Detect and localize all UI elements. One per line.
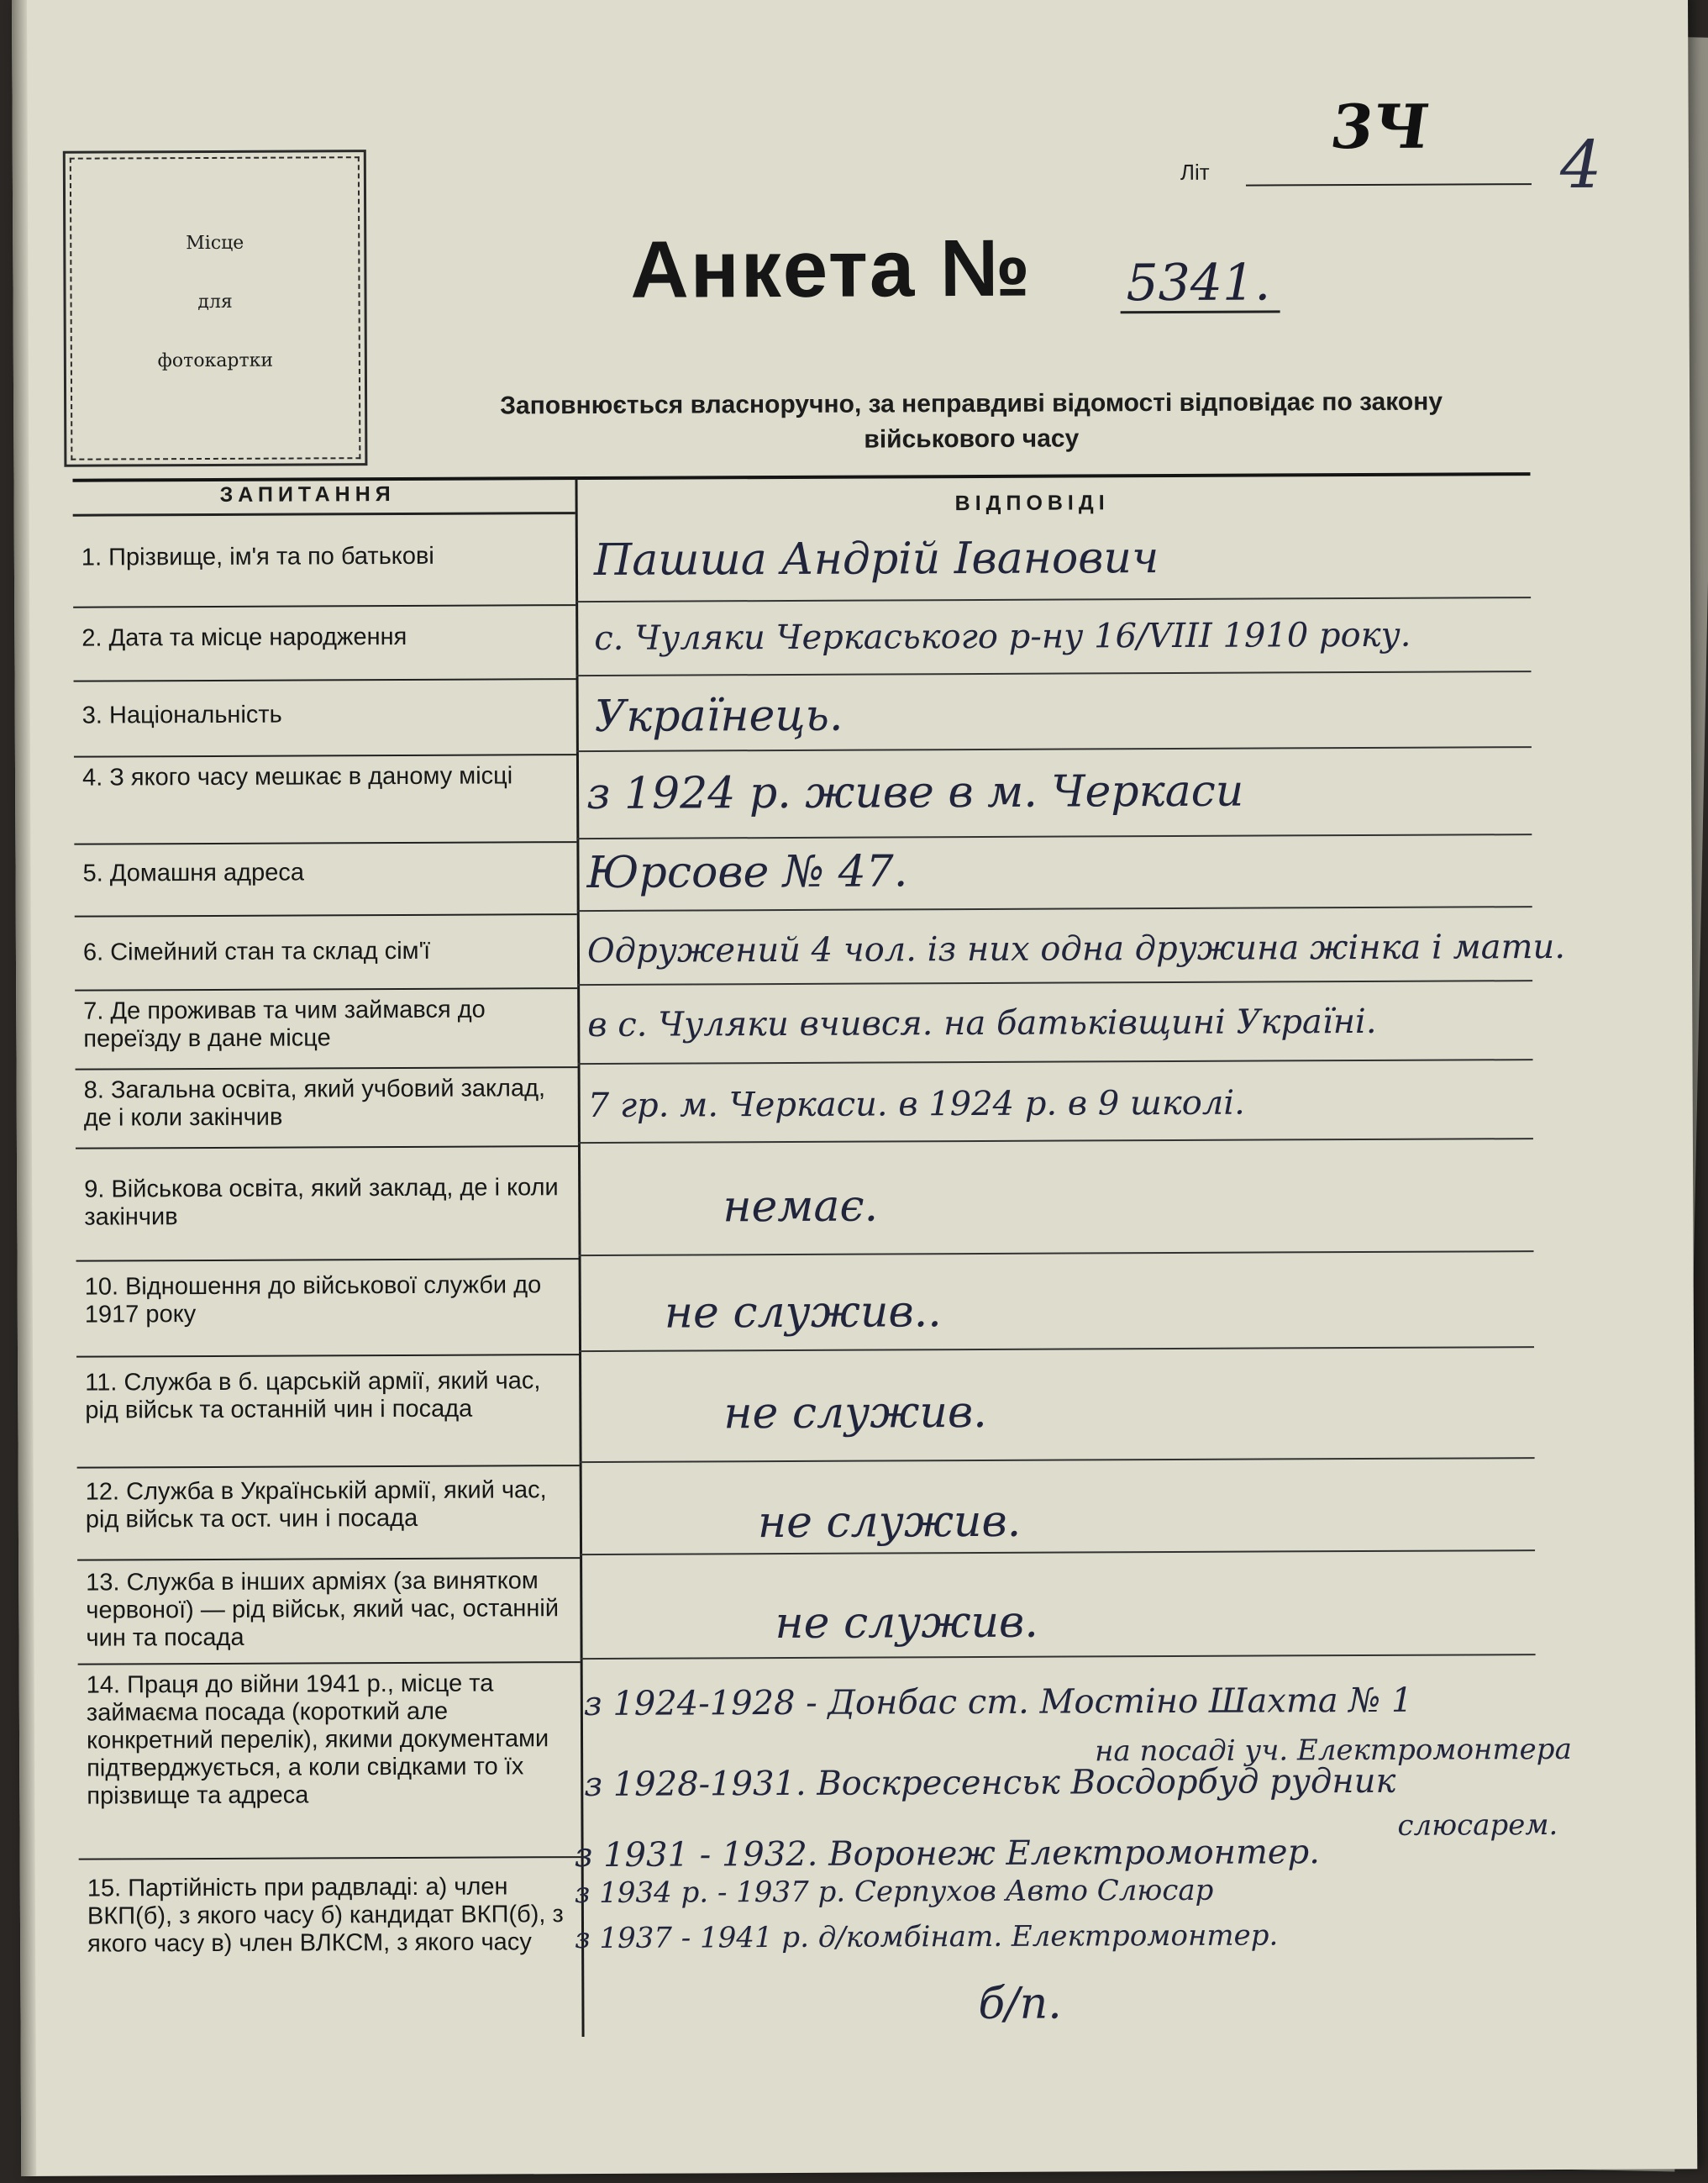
answer-rule <box>578 1138 1533 1144</box>
answer-14-line7: з 1937 - 1941 р. д/комбінат. Електромонтер. <box>574 1918 1279 1956</box>
answer-rule <box>581 1654 1536 1660</box>
question-10: 10. Відношення до військової служби до 1917 року <box>84 1271 542 1328</box>
answer-rule <box>579 1346 1534 1352</box>
answer-14-line3: з 1928-1931. Воскресенськ Восдорбуд рудник <box>584 1761 1396 1805</box>
question-7: 7. Де проживав та чим займався до переїзду в дане місце <box>83 996 486 1053</box>
header-bottom-rule <box>73 512 575 517</box>
answer-14-line2: на посаді уч. Електромонтера <box>1095 1732 1572 1769</box>
row-rule <box>76 1145 578 1149</box>
answer-15: б/п. <box>978 1978 1062 2030</box>
answer-rule <box>580 1457 1535 1463</box>
answer-rule <box>576 834 1532 839</box>
title-number-underline <box>1121 310 1280 313</box>
answer-8: 7 гр. м. Черкаси. в 1924 р. в 9 школі. <box>587 1083 1245 1126</box>
row-rule <box>76 1066 578 1070</box>
question-3: 3. Національність <box>81 701 282 729</box>
answer-rule <box>575 597 1531 602</box>
photo-label-line2: для <box>197 291 233 313</box>
photo-placeholder <box>63 150 368 467</box>
answer-12: не служив. <box>757 1496 1022 1549</box>
answer-14-line6: з 1934 р. - 1937 р. Серпухов Авто Слюсар <box>574 1873 1214 1911</box>
column-header-answers: ВІДПОВІДІ <box>954 491 1110 516</box>
lit-underline <box>1246 183 1532 186</box>
answer-11: не служив. <box>723 1386 987 1439</box>
subtitle <box>383 384 1559 460</box>
subtitle-line1: Заповнюється власноручно, за неправдиві відомості відповідає по закону <box>500 387 1443 420</box>
answer-rule <box>577 906 1532 912</box>
answer-14-line1: з 1924-1928 - Донбас ст. Мостіно Шахта № 1 <box>583 1681 1413 1724</box>
row-rule <box>75 913 577 918</box>
row-rule <box>77 1557 580 1561</box>
lit-handwritten-value: 3Ч <box>1326 90 1434 163</box>
column-header-questions: ЗАПИТАННЯ <box>219 482 396 507</box>
question-14: 14. Праця до війни 1941 р., місце та займаєма посада (короткий але конкретний перелік), якими документами підтверджується, а коли свідками то їх прізвище та адреса <box>86 1670 549 1810</box>
question-9: 9. Військова освіта, який заклад, де і коли закінчив <box>84 1174 559 1231</box>
question-8: 8. Загальна освіта, який учбовий заклад, де і коли закінчив <box>83 1075 546 1132</box>
answer-6: Одружений 4 чол. із них одна дружина жінка і мати. <box>586 927 1566 971</box>
answer-14-line5: слюсарем. <box>1397 1807 1558 1843</box>
subtitle-line2: військового часу <box>864 424 1080 454</box>
answer-3: Українець. <box>594 690 843 742</box>
question-12: 12. Служба в Українській армії, який час, рід військ та ост. чин і посада <box>85 1476 547 1533</box>
answer-7: в с. Чуляки вчився. на батьківщині Україні. <box>587 1002 1377 1045</box>
answer-4: з 1924 р. живе в м. Черкаси <box>586 765 1244 820</box>
row-rule <box>77 1465 580 1469</box>
answer-rule <box>576 746 1532 752</box>
row-rule <box>76 1354 579 1358</box>
answer-rule <box>578 1059 1533 1065</box>
answer-rule <box>576 671 1532 676</box>
questionnaire-page <box>12 0 1697 2176</box>
answer-rule <box>580 1549 1535 1555</box>
photo-label-line3: фотокартки <box>157 350 274 372</box>
answer-2: с. Чуляки Черкаського р-ну 16/VIII 1910 року. <box>594 615 1411 658</box>
row-rule <box>78 1661 581 1665</box>
answer-5: Юрсове № 47. <box>586 846 908 899</box>
question-15: 15. Партійність при радвладі: а) член ВКП(б), з якого часу б) кандидат ВКП(б), з якого часу в) член ВЛКСМ, з якого часу <box>87 1873 564 1958</box>
question-2: 2. Дата та місце народження <box>81 623 407 652</box>
question-11: 11. Служба в б. царській армії, який час, рід військ та останній чин і посада <box>85 1367 541 1424</box>
header-top-rule <box>72 472 1530 482</box>
page-number: 4 <box>1559 127 1602 203</box>
row-rule <box>75 987 577 992</box>
question-5: 5. Домашня адреса <box>82 859 304 887</box>
row-rule <box>76 1258 579 1262</box>
lit-label: Літ <box>1180 159 1210 185</box>
answer-rule <box>577 980 1532 986</box>
questionnaire-number: 5341. <box>1126 253 1271 313</box>
row-rule <box>74 841 576 845</box>
row-rule <box>74 678 576 682</box>
question-1: 1. Прізвище, ім'я та по батькові <box>81 542 434 571</box>
question-6: 6. Сімейний стан та склад сім'ї <box>82 937 431 966</box>
page-title: Анкета № <box>630 223 1033 315</box>
question-13: 13. Служба в інших арміях (за винятком червоної) — рід військ, який час, останній чин та посада <box>86 1567 560 1652</box>
photo-label-line1: Місце <box>186 232 244 255</box>
row-rule <box>74 754 576 758</box>
answer-14-line4: з 1931 - 1932. Воронеж Електромонтер. <box>574 1833 1320 1875</box>
question-4: 4. З якого часу мешкає в даному місці <box>81 762 513 792</box>
row-rule <box>79 1856 581 1860</box>
answer-1: Пашша Андрій Іванович <box>593 533 1159 586</box>
answer-9: немає. <box>723 1181 879 1233</box>
answer-rule <box>579 1250 1534 1256</box>
answer-13: не служив. <box>775 1596 1038 1649</box>
row-rule <box>73 604 575 608</box>
answer-10: не служив.. <box>664 1286 942 1339</box>
